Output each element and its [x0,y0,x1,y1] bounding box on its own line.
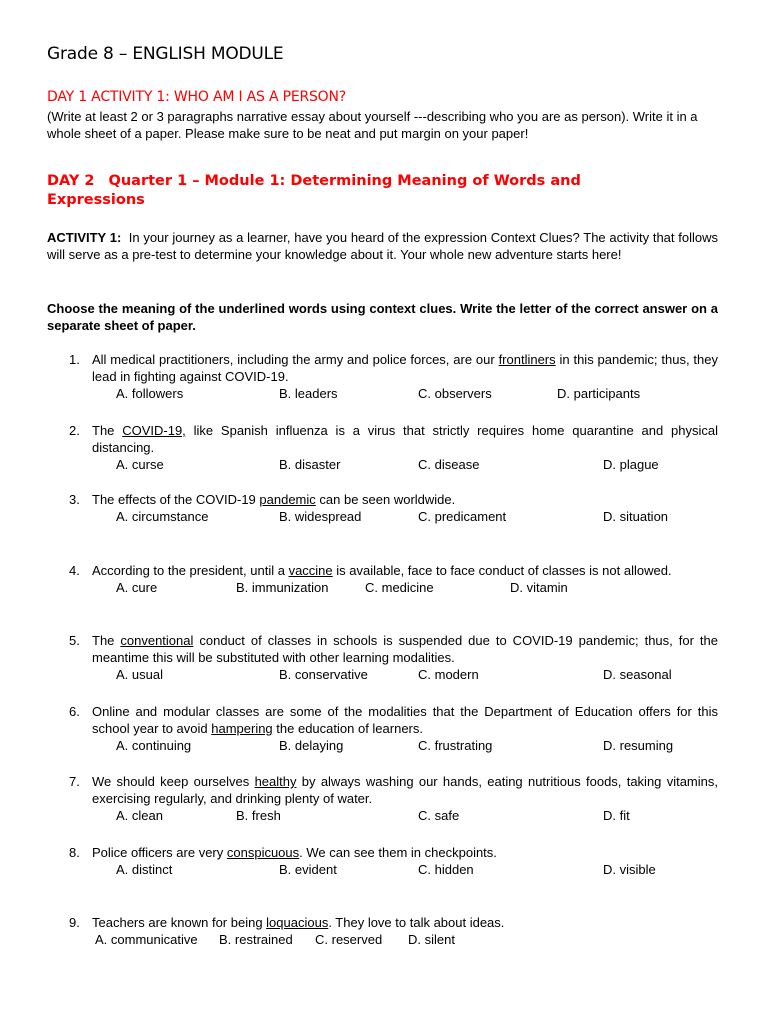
activity-text: In your journey as a learner, have you heard of the expression Context Clues? The activity that follows will serve as a pre-test to determine your knowledge about it. Your whole new adventure starts here! [47,230,718,262]
question-number: 4. [69,563,80,578]
answer-options [47,861,718,878]
question [47,632,718,683]
option-a: A. curse [116,457,164,472]
option-b: B. evident [279,862,337,877]
option-c: C. predicament [418,509,507,524]
question [47,914,718,948]
activity-label: ACTIVITY 1: [47,230,122,245]
option-c: C. disease [418,457,480,472]
question [47,491,718,525]
day2-label: DAY 2 [47,173,95,189]
answer-options [47,737,718,754]
day1-description: (Write at least 2 or 3 paragraphs narrative essay about yourself ---describing who you are as person). Write it in a whole sheet of a paper. Please make sure to be neat and put margin on your paper! [47,109,698,141]
answer-options [47,385,718,402]
option-c: C. frustrating [418,738,493,753]
underlined-word: vaccine [288,563,333,578]
question-number: 8. [69,845,80,860]
activity-intro [47,229,718,263]
option-c: C. observers [418,386,492,401]
day1-heading: DAY 1 ACTIVITY 1: WHO AM I AS A PERSON? [47,89,346,105]
option-c: C. hidden [418,862,474,877]
option-b: B. conservative [279,667,368,682]
option-c: C. medicine [365,580,434,595]
answer-options [47,807,718,824]
question [47,562,718,596]
option-a: A. usual [116,667,163,682]
question-stem: The conventional conduct of classes in schools is suspended due to COVID-19 pandemic; thus, for the meantime this will be substituted with other learning modalities. [92,633,718,665]
answer-options [47,508,718,525]
question-stem: According to the president, until a vaccine is available, face to face conduct of classes is not allowed. [92,563,672,578]
question-stem: Online and modular classes are some of the modalities that the Department of Education offers for this school year to avoid hampering the education of learners. [92,704,718,736]
option-b: B. widespread [279,509,362,524]
underlined-word: hampering [211,721,273,736]
underlined-word: conventional [120,633,194,648]
question-number: 5. [69,633,80,648]
option-d: D. situation [603,509,669,524]
option-c: C. reserved [315,932,383,947]
option-d: D. resuming [603,738,674,753]
underlined-word: loquacious [266,915,329,930]
option-c: C. safe [418,808,460,823]
option-d: D. visible [603,862,656,877]
question-number: 9. [69,915,80,930]
day2-heading [47,172,647,210]
answer-options [47,666,718,683]
question-stem: We should keep ourselves healthy by always washing our hands, eating nutritious foods, taking vitamins, exercising regularly, and drinking plenty of water. [92,774,718,806]
option-b: B. delaying [279,738,344,753]
option-c: C. modern [418,667,479,682]
instructions: Choose the meaning of the underlined words using context clues. Write the letter of the correct answer on a separate sheet of paper. [47,301,718,333]
option-b: B. restrained [219,932,293,947]
option-d: D. participants [557,386,641,401]
question-number: 7. [69,774,80,789]
option-d: D. seasonal [603,667,672,682]
option-a: A. communicative [95,932,198,947]
page-title: Grade 8 – ENGLISH MODULE [47,44,284,64]
option-d: D. fit [603,808,630,823]
question [47,773,718,824]
question-number: 6. [69,704,80,719]
option-b: B. leaders [279,386,338,401]
option-a: A. followers [116,386,184,401]
answer-options [47,579,718,596]
question [47,351,718,402]
question [47,422,718,473]
option-d: D. vitamin [510,580,568,595]
question-number: 1. [69,352,80,367]
answer-options [47,931,718,948]
option-b: B. immunization [236,580,329,595]
question-stem: The COVID-19, like Spanish influenza is a virus that strictly requires home quarantine and physical distancing. [92,423,719,455]
underlined-word: conspicuous [226,845,300,860]
option-a: A. clean [116,808,163,823]
option-d: D. plague [603,457,659,472]
question-stem: The effects of the COVID-19 pandemic can be seen worldwide. [92,492,456,507]
option-b: B. fresh [236,808,281,823]
option-a: A. circumstance [116,509,209,524]
option-a: A. cure [116,580,158,595]
question [47,844,718,878]
underlined-word: frontliners [498,352,556,367]
option-b: B. disaster [279,457,341,472]
underlined-word: COVID-19, [122,423,186,438]
question [47,703,718,754]
option-a: A. distinct [116,862,173,877]
day2-module-title: Quarter 1 – Module 1: Determining Meaning of Words and Expressions [47,173,581,208]
underlined-word: healthy [254,774,297,789]
question-stem: All medical practitioners, including the army and police forces, are our frontliners in this pandemic; thus, they lead in fighting against COVID-19. [92,352,718,384]
question-stem: Teachers are known for being loquacious. They love to talk about ideas. [92,915,505,930]
option-d: D. silent [408,932,455,947]
underlined-word: pandemic [259,492,316,507]
question-number: 3. [69,492,80,507]
question-stem: Police officers are very conspicuous. We can see them in checkpoints. [92,845,497,860]
question-number: 2. [69,423,80,438]
option-a: A. continuing [116,738,192,753]
answer-options [47,456,718,473]
